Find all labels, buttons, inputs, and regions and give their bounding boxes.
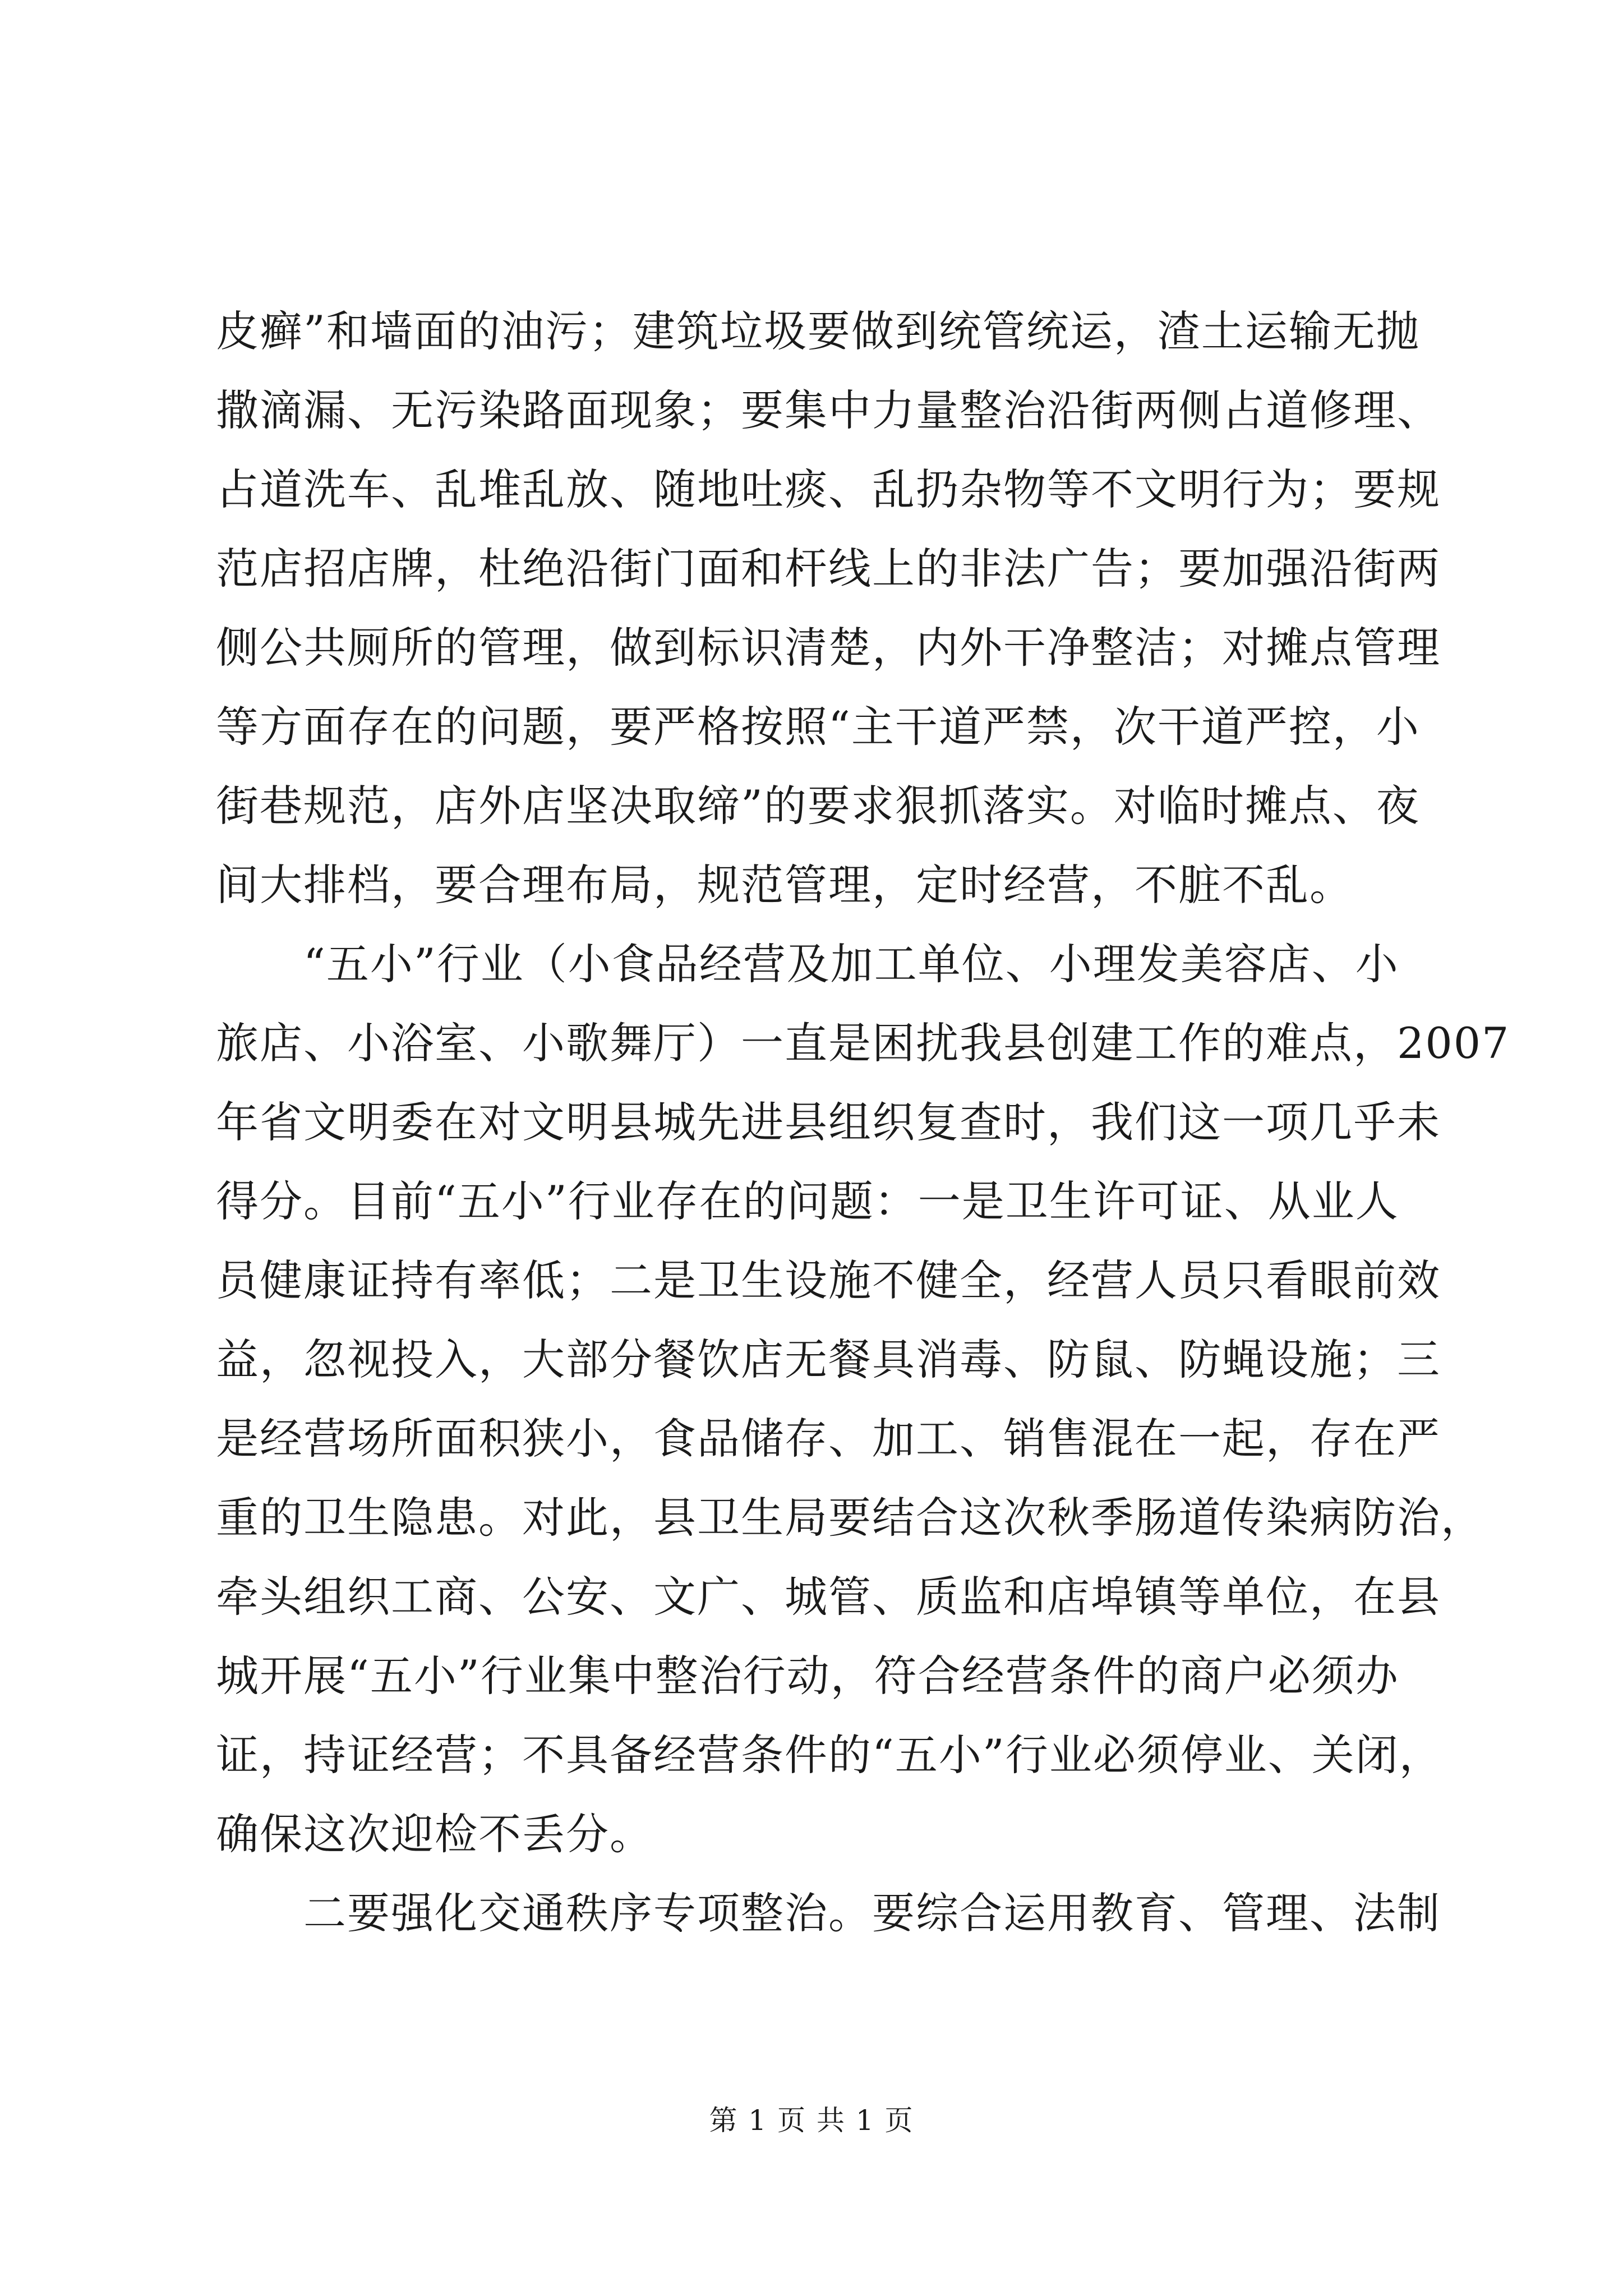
text-line: 证，持证经营；不具备经营条件的“五小”行业必须停业、关闭， xyxy=(216,1730,1443,1780)
text-line: 年省文明委在对文明县城先进县组织复查时，我们这一项几乎未 xyxy=(216,1097,1441,1147)
text-line: 街巷规范，店外店坚决取缔”的要求狠抓落实。对临时摊点、夜 xyxy=(216,781,1420,831)
text-line: 旅店、小浴室、小歌舞厅）一直是困扰我县创建工作的难点，2007 xyxy=(216,1018,1510,1068)
paragraph-first-line: “五小”行业（小食品经营及加工单位、小理发美容店、小 xyxy=(303,939,1399,989)
text-line: 重的卫生隐患。对此，县卫生局要结合这次秋季肠道传染病防治， xyxy=(216,1493,1484,1543)
text-line: 是经营场所面积狭小，食品储存、加工、销售混在一起，存在严 xyxy=(216,1414,1441,1464)
text-line: 等方面存在的问题，要严格按照“主干道严禁，次干道严控，小 xyxy=(216,702,1420,752)
page-number-footer: 第 1 页 共 1 页 xyxy=(709,2104,914,2137)
text-line: 城开展“五小”行业集中整治行动，符合经营条件的商户必须办 xyxy=(216,1651,1399,1701)
paragraph-first-line: 二要强化交通秩序专项整治。要综合运用教育、管理、法制 xyxy=(303,1888,1441,1938)
text-line: 确保这次迎检不丢分。 xyxy=(216,1809,653,1859)
text-line: 间大排档，要合理布局，规范管理，定时经营，不脏不乱。 xyxy=(216,860,1353,910)
text-line: 益，忽视投入，大部分餐饮店无餐具消毒、防鼠、防蝇设施；三 xyxy=(216,1335,1441,1384)
text-line: 得分。目前“五小”行业存在的问题：一是卫生许可证、从业人 xyxy=(216,1176,1399,1226)
text-line: 皮癣”和墙面的油污；建筑垃圾要做到统管统运，渣土运输无抛 xyxy=(216,306,1420,356)
document-body xyxy=(216,292,1510,1953)
text-line: 员健康证持有率低；二是卫生设施不健全，经营人员只看眼前效 xyxy=(216,1255,1441,1305)
text-line: 撒滴漏、无污染路面现象；要集中力量整治沿街两侧占道修理、 xyxy=(216,385,1441,435)
text-line: 牵头组织工商、公安、文广、城管、质监和店埠镇等单位，在县 xyxy=(216,1572,1441,1622)
text-line: 范店招店牌，杜绝沿街门面和杆线上的非法广告；要加强沿街两 xyxy=(216,544,1441,593)
text-line: 侧公共厕所的管理，做到标识清楚，内外干净整洁；对摊点管理 xyxy=(216,623,1441,673)
text-line: 占道洗车、乱堆乱放、随地吐痰、乱扔杂物等不文明行为；要规 xyxy=(216,464,1441,514)
